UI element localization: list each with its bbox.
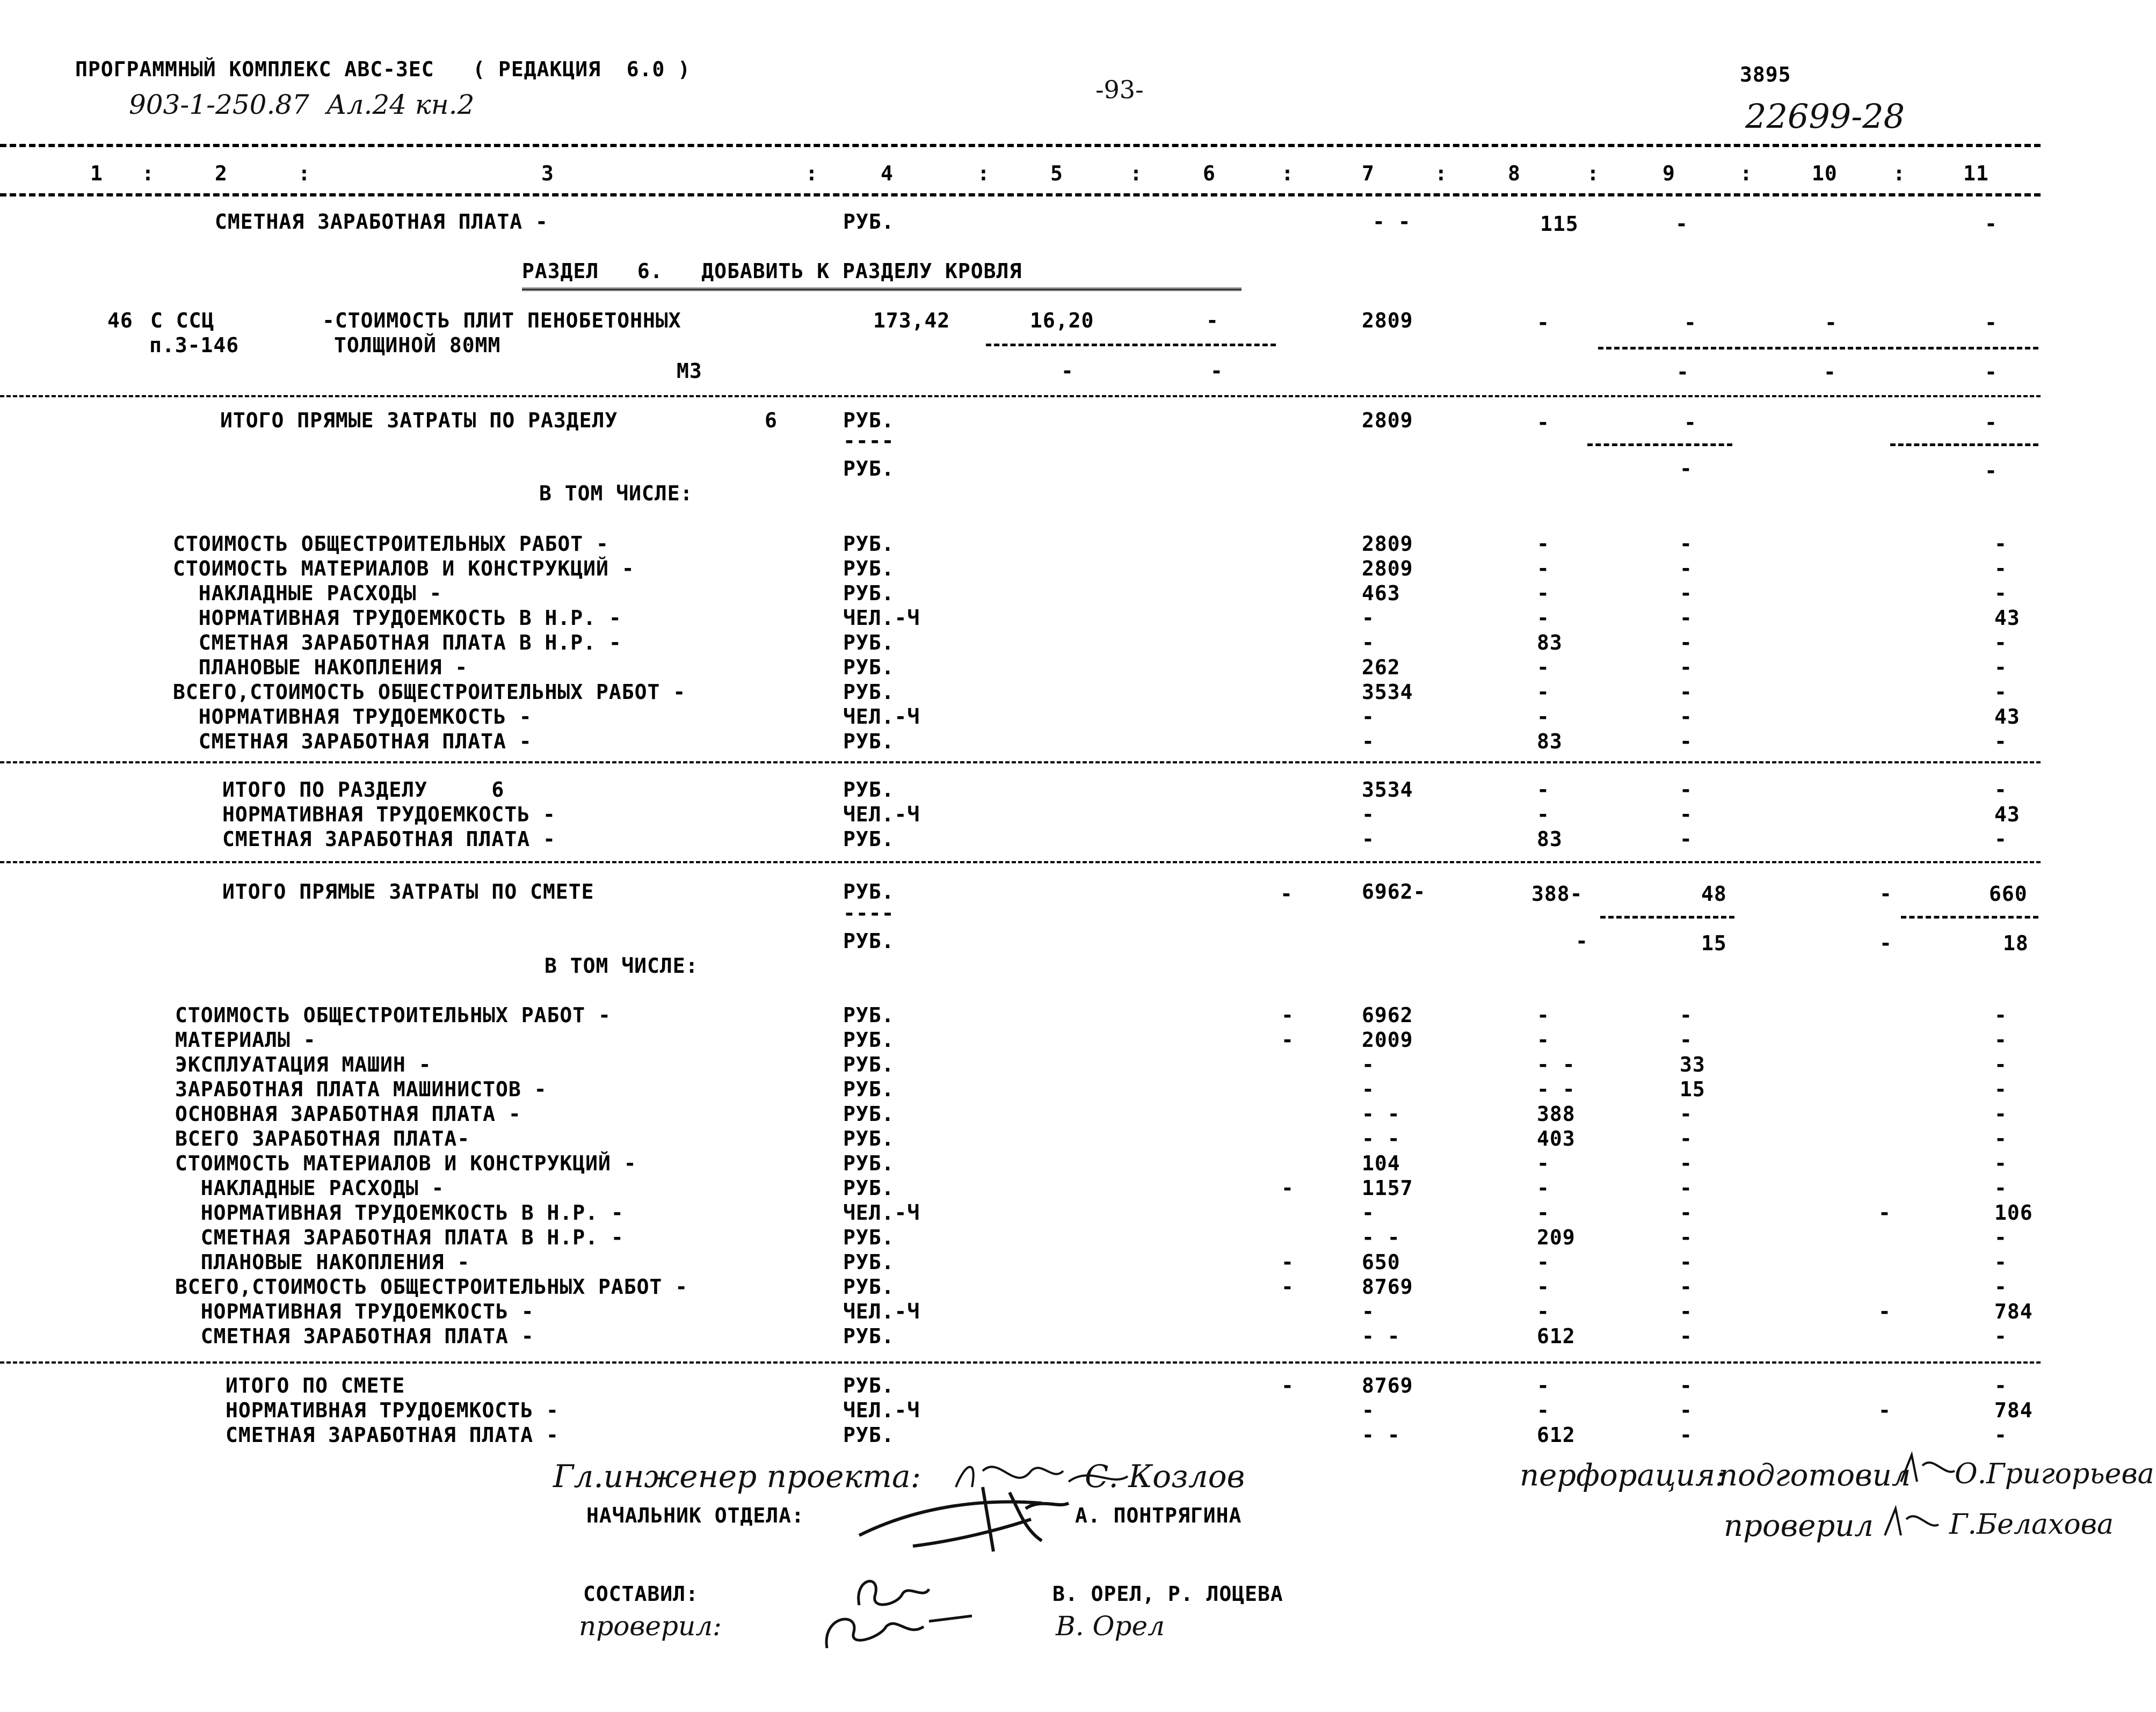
top-separator	[0, 144, 2041, 147]
cell-c9: -	[1680, 1102, 1693, 1126]
col-num: 1	[90, 162, 103, 185]
cell-c11: -	[1994, 730, 2007, 753]
cell-c11b: 18	[2003, 931, 2029, 955]
cell-c11: 784	[1994, 1398, 2033, 1422]
cell-c11: -	[1994, 557, 2007, 580]
cell-c8: 83	[1537, 730, 1563, 753]
row-unit: РУБ.	[843, 457, 895, 480]
cell-c6: -	[1206, 309, 1219, 332]
cell-c7: 463	[1362, 581, 1400, 605]
cell-c7: 3534	[1362, 778, 1413, 802]
row-unit: РУБ.	[843, 1250, 895, 1274]
cell-c11: -	[1994, 581, 2007, 605]
cell-c9: -	[1680, 1127, 1693, 1150]
row-label: НОРМАТИВНАЯ ТРУДОЕМКОСТЬ -	[175, 1300, 534, 1323]
chief-engineer-label: Гл.инженер проекта:	[553, 1458, 921, 1495]
cell-c9: -	[1680, 680, 1693, 704]
cell-c9: -	[1680, 1324, 1693, 1348]
cell-c11: -	[1994, 680, 2007, 704]
cell-c9: -	[1680, 730, 1693, 753]
cell-c8: 403	[1537, 1127, 1576, 1150]
col-num: 11	[1963, 162, 1989, 185]
cell-c11: -	[1994, 1423, 2007, 1447]
col-sep: :	[1587, 162, 1600, 185]
cell-c9: -	[1680, 803, 1693, 826]
cell-c8: 83	[1537, 827, 1563, 851]
row-label: ИТОГО ПО СМЕТЕ	[226, 1374, 405, 1397]
cell-c5: 16,20	[1030, 309, 1094, 332]
cell-c9: -	[1684, 311, 1697, 334]
cell-c7: 2809	[1362, 409, 1413, 432]
signature-image	[1896, 1449, 1960, 1492]
row-label: СМЕТНАЯ ЗАРАБОТНАЯ ПЛАТА -	[215, 210, 548, 234]
cell-c11: -	[1994, 1275, 2007, 1299]
row-unit: РУБ.	[843, 880, 895, 904]
cell-c7: -	[1362, 803, 1375, 826]
row-label: СТОИМОСТЬ МАТЕРИАЛОВ И КОНСТРУКЦИЙ -	[173, 557, 635, 580]
cell-c7: - -	[1373, 210, 1411, 234]
cell-c6b: -	[1210, 359, 1223, 383]
cell-c8: - -	[1537, 1053, 1576, 1076]
row-label: СМЕТНАЯ ЗАРАБОТНАЯ ПЛАТА -	[226, 1423, 559, 1447]
cell-c8: -	[1537, 532, 1550, 556]
row-label: НОРМАТИВНАЯ ТРУДОЕМКОСТЬ В Н.Р. -	[175, 1201, 624, 1225]
row-label: СМЕТНАЯ ЗАРАБОТНАЯ ПЛАТА -	[173, 730, 532, 753]
row-unit: РУБ.	[843, 532, 895, 556]
compiled-names: В. ОРЕЛ, Р. ЛОЦЕВА	[1052, 1582, 1283, 1606]
cell-c9: -	[1680, 1152, 1693, 1175]
row-unit: ЧЕЛ.-Ч	[843, 1300, 920, 1323]
cell-c9: -	[1680, 1176, 1693, 1200]
cell-c8: -	[1537, 557, 1550, 580]
row-unit: РУБ.	[843, 680, 895, 704]
cell-c11: -	[1994, 631, 2007, 654]
cell-c8: -	[1537, 778, 1550, 802]
cell-c7: - -	[1362, 1423, 1400, 1447]
row-label: ИТОГО ПО РАЗДЕЛУ 6	[222, 778, 505, 802]
including-label: В ТОМ ЧИСЛЕ:	[539, 482, 693, 505]
cell-c9: -	[1680, 1423, 1693, 1447]
cell-c6: -	[1281, 1374, 1294, 1397]
row-unit: РУБ.	[843, 1077, 895, 1101]
col-num: 7	[1362, 162, 1375, 185]
row-separator	[0, 761, 2041, 763]
row-label: ВСЕГО ЗАРАБОТНАЯ ПЛАТА-	[175, 1127, 470, 1150]
cell-c11: -	[1994, 1374, 2007, 1397]
row-label: ЗАРАБОТНАЯ ПЛАТА МАШИНИСТОВ -	[175, 1077, 547, 1101]
cell-c7: -	[1362, 1201, 1375, 1225]
cell-c8: -	[1537, 581, 1550, 605]
row-label: НОРМАТИВНАЯ ТРУДОЕМКОСТЬ -	[222, 803, 556, 826]
col-num: 6	[1203, 162, 1216, 185]
cell-c7: 6962-	[1362, 880, 1426, 904]
row-unit: РУБ.	[843, 1374, 895, 1397]
row-unit: РУБ.	[843, 929, 895, 953]
row-label: ИТОГО ПРЯМЫЕ ЗАТРАТЫ ПО СМЕТЕ	[222, 880, 594, 904]
dept-head-label: НАЧАЛЬНИК ОТДЕЛА:	[586, 1504, 804, 1527]
cell-c8: 83	[1537, 631, 1563, 654]
cell-c11: -	[1994, 655, 2007, 679]
page-number: -93-	[1095, 75, 1144, 104]
row-unit: РУБ.	[843, 1127, 895, 1150]
row-label: ВСЕГО,СТОИМОСТЬ ОБЩЕСТРОИТЕЛЬНЫХ РАБОТ -	[175, 1275, 688, 1299]
cell-c9: -	[1684, 411, 1697, 434]
col-sep: :	[1893, 162, 1906, 185]
subtotal-dashes	[1890, 443, 2038, 446]
checked-name-right: Г.Белахова	[1949, 1509, 2114, 1541]
cell-c9: -	[1680, 705, 1693, 728]
cell-c4: 173,42	[873, 309, 950, 332]
cell-c7: - -	[1362, 1226, 1400, 1249]
row-label: СМЕТНАЯ ЗАРАБОТНАЯ ПЛАТА -	[222, 827, 556, 851]
item-unit: М3	[677, 359, 702, 383]
cell-c11: -	[1994, 532, 2007, 556]
cell-c11: -	[1994, 1176, 2007, 1200]
section-underline	[522, 288, 1242, 291]
section-title: РАЗДЕЛ 6. ДОБАВИТЬ К РАЗДЕЛУ КРОВЛЯ	[522, 259, 1022, 283]
signature-image	[1879, 1503, 1944, 1546]
sheet-number: 3895	[1740, 63, 1791, 86]
cell-c11: -	[1994, 827, 2007, 851]
cell-c9: -	[1680, 655, 1693, 679]
row-unit: РУБ.	[843, 1102, 895, 1126]
cell-c9: -	[1680, 631, 1693, 654]
cell-c11: -	[1994, 1003, 2007, 1027]
cell-c6: -	[1281, 1028, 1294, 1052]
cell-c10b: -	[1824, 360, 1836, 384]
cell-c8: -	[1537, 606, 1550, 630]
row-label: ПЛАНОВЫЕ НАКОПЛЕНИЯ -	[175, 1250, 470, 1274]
cell-c5b: -	[1061, 359, 1074, 383]
cell-c8: 612	[1537, 1423, 1576, 1447]
cell-c9: 33	[1680, 1053, 1705, 1076]
row-unit: ЧЕЛ.-Ч	[843, 803, 920, 826]
cell-c9: -	[1680, 1374, 1693, 1397]
row-unit: РУБ.	[843, 557, 895, 580]
checked-label: проверил:	[579, 1611, 722, 1642]
cell-c8: 388	[1537, 1102, 1576, 1126]
subtotal-dashes	[986, 344, 1276, 346]
cell-c11: 784	[1994, 1300, 2033, 1323]
row-label: СМЕТНАЯ ЗАРАБОТНАЯ ПЛАТА В Н.Р. -	[175, 1226, 624, 1249]
cell-c7: 2809	[1362, 309, 1413, 332]
cell-c7: - -	[1362, 1127, 1400, 1150]
chief-engineer-name: С. Козлов	[1085, 1458, 1245, 1495]
row-unit: РУБ.	[843, 1003, 895, 1027]
cell-c8: -	[1537, 1176, 1550, 1200]
cell-c7: 8769	[1362, 1275, 1413, 1299]
cell-c8: -	[1537, 1028, 1550, 1052]
cell-c11b: -	[1985, 360, 1998, 384]
cell-c11: -	[1994, 1226, 2007, 1249]
cell-c7: 104	[1362, 1152, 1400, 1175]
row-label: НОРМАТИВНАЯ ТРУДОЕМКОСТЬ -	[173, 705, 532, 728]
row-unit: РУБ.	[843, 409, 895, 432]
header-separator	[0, 193, 2041, 196]
row-unit: РУБ.	[843, 827, 895, 851]
cell-c7: - -	[1362, 1324, 1400, 1348]
checked-name: В. Орел	[1056, 1611, 1165, 1642]
cell-c11: 660	[1989, 882, 2028, 906]
cell-c11: -	[1994, 1127, 2007, 1150]
cell-c9: -	[1680, 606, 1693, 630]
row-label: НОРМАТИВНАЯ ТРУДОЕМКОСТЬ В Н.Р. -	[173, 606, 622, 630]
cell-c9: -	[1680, 581, 1693, 605]
cell-c10: -	[1825, 311, 1838, 334]
cell-c9: 48	[1701, 882, 1727, 906]
cell-c11: -	[1994, 1250, 2007, 1274]
cell-c7: 262	[1362, 655, 1400, 679]
cell-c9: -	[1680, 1300, 1693, 1323]
cell-c11: -	[1994, 1028, 2007, 1052]
cell-c6: -	[1281, 1176, 1294, 1200]
cell-c10: -	[1878, 1300, 1891, 1323]
cell-c7: -	[1362, 606, 1375, 630]
cell-c8: -	[1537, 1300, 1550, 1323]
cell-c8: -	[1537, 803, 1550, 826]
cell-c11: -	[1985, 311, 1998, 334]
cell-c9: -	[1680, 532, 1693, 556]
cell-c10: -	[1879, 882, 1892, 906]
cell-c7: 1157	[1362, 1176, 1413, 1200]
cell-c7: 650	[1362, 1250, 1400, 1274]
cell-c11: 106	[1994, 1201, 2033, 1225]
col-sep: :	[977, 162, 990, 185]
cell-c8: - -	[1537, 1077, 1576, 1101]
cell-c10: -	[1878, 1201, 1891, 1225]
including-label: В ТОМ ЧИСЛЕ:	[545, 954, 699, 978]
cell-c8: -	[1537, 1201, 1550, 1225]
section-number: 6	[765, 409, 778, 432]
cell-c7: - -	[1362, 1102, 1400, 1126]
col-sep: :	[1130, 162, 1143, 185]
cell-c9: -	[1675, 212, 1688, 236]
subtotal-dashes	[1598, 347, 2038, 349]
cell-c9: -	[1680, 1398, 1693, 1422]
cell-c8: -	[1537, 1152, 1550, 1175]
cell-c7: 8769	[1362, 1374, 1413, 1397]
cell-c11: 43	[1994, 705, 2020, 728]
row-label: СМЕТНАЯ ЗАРАБОТНАЯ ПЛАТА В Н.Р. -	[173, 631, 622, 654]
cell-c9: -	[1680, 1226, 1693, 1249]
cell-c6: -	[1281, 1275, 1294, 1299]
cell-c11: -	[1985, 411, 1998, 434]
row-label: СТОИМОСТЬ ОБЩЕСТРОИТЕЛЬНЫХ РАБОТ -	[173, 532, 609, 556]
cell-c10: -	[1878, 1398, 1891, 1422]
cell-c8: -	[1537, 1374, 1550, 1397]
cell-c6: -	[1281, 1003, 1294, 1027]
cell-c11: -	[1994, 1053, 2007, 1076]
row-unit: РУБ.	[843, 1275, 895, 1299]
cell-c7: -	[1362, 730, 1375, 753]
cell-c7: 2009	[1362, 1028, 1413, 1052]
row-unit: РУБ.	[843, 655, 895, 679]
row-label: ИТОГО ПРЯМЫЕ ЗАТРАТЫ ПО РАЗДЕЛУ	[220, 409, 618, 432]
cell-c7: -	[1362, 1398, 1375, 1422]
row-label: СМЕТНАЯ ЗАРАБОТНАЯ ПЛАТА -	[175, 1324, 534, 1348]
col-num: 3	[541, 162, 554, 185]
col-sep: :	[142, 162, 155, 185]
col-num: 2	[215, 162, 228, 185]
row-label: ЭКСПЛУАТАЦИЯ МАШИН -	[175, 1053, 432, 1076]
cell-c9: 15	[1680, 1077, 1705, 1101]
row-unit-line: ----	[843, 901, 895, 925]
cell-c8: -	[1537, 1250, 1550, 1274]
row-label: МАТЕРИАЛЫ -	[175, 1028, 316, 1052]
row-separator	[0, 1361, 2041, 1364]
cell-c8: 209	[1537, 1226, 1576, 1249]
row-label: НАКЛАДНЫЕ РАСХОДЫ -	[175, 1176, 445, 1200]
program-header: ПРОГРАММНЫЙ КОМПЛЕКС АВС-3ЕС ( РЕДАКЦИЯ 6.0 )	[75, 57, 691, 81]
cell-c8: 115	[1540, 212, 1579, 236]
cell-c11: 43	[1994, 606, 2020, 630]
item-code-ref: п.3-146	[149, 333, 239, 357]
row-unit: ЧЕЛ.-Ч	[843, 705, 920, 728]
cell-c11: -	[1994, 1102, 2007, 1126]
row-label: СТОИМОСТЬ ОБЩЕСТРОИТЕЛЬНЫХ РАБОТ -	[175, 1003, 611, 1027]
cell-c11: -	[1985, 212, 1998, 236]
row-unit: РУБ.	[843, 631, 895, 654]
cell-c8: -	[1537, 680, 1550, 704]
row-unit: РУБ.	[843, 210, 895, 234]
col-sep: :	[805, 162, 818, 185]
perforation-label: перфорация:	[1520, 1458, 1725, 1493]
cell-c7: -	[1362, 827, 1375, 851]
cell-c9b: -	[1680, 457, 1693, 480]
row-unit: РУБ.	[843, 581, 895, 605]
row-unit-line: ----	[843, 429, 895, 453]
cell-c11: -	[1994, 1152, 2007, 1175]
cell-c8b: -	[1576, 929, 1588, 953]
cell-c7: -	[1362, 1053, 1375, 1076]
prepared-label: подготовил	[1718, 1458, 1911, 1493]
compiled-label: СОСТАВИЛ:	[583, 1582, 699, 1606]
cell-c9: -	[1680, 1275, 1693, 1299]
signature-image	[816, 1605, 977, 1659]
cell-c8: -	[1537, 1275, 1550, 1299]
row-separator	[0, 861, 2041, 863]
doc-reference: 22699-28	[1745, 97, 1905, 136]
cell-c9: -	[1680, 557, 1693, 580]
cell-c10b: -	[1879, 931, 1892, 955]
cell-c11: -	[1994, 1324, 2007, 1348]
cell-c8: 388-	[1531, 882, 1583, 906]
dept-head-name: А. ПОНТРЯГИНА	[1075, 1504, 1242, 1527]
cell-c7: -	[1362, 705, 1375, 728]
cell-c9: -	[1680, 827, 1693, 851]
col-num: 4	[881, 162, 894, 185]
row-unit: ЧЕЛ.-Ч	[843, 1201, 920, 1225]
cell-c8: -	[1537, 311, 1550, 334]
col-sep: :	[1281, 162, 1294, 185]
cell-c8: -	[1537, 655, 1550, 679]
item-code: С ССЦ	[150, 309, 215, 332]
row-unit: ЧЕЛ.-Ч	[843, 606, 920, 630]
item-description-2: ТОЛЩИНОЙ 80ММ	[334, 333, 501, 357]
cell-c9b: 15	[1701, 931, 1727, 955]
row-separator	[0, 395, 2041, 397]
row-unit: РУБ.	[843, 1028, 895, 1052]
cell-c7: 2809	[1362, 557, 1413, 580]
row-label: СТОИМОСТЬ МАТЕРИАЛОВ И КОНСТРУКЦИЙ -	[175, 1152, 637, 1175]
cell-c7: 6962	[1362, 1003, 1413, 1027]
row-unit: РУБ.	[843, 1423, 895, 1447]
subtotal-dashes	[1587, 443, 1732, 446]
col-sep: :	[298, 162, 311, 185]
doc-code: 903-1-250.87 Ал.24 кн.2	[129, 89, 475, 120]
row-label: ВСЕГО,СТОИМОСТЬ ОБЩЕСТРОИТЕЛЬНЫХ РАБОТ -	[173, 680, 686, 704]
cell-c8: -	[1537, 705, 1550, 728]
cell-c11: -	[1994, 1077, 2007, 1101]
cell-c9: -	[1680, 1250, 1693, 1274]
cell-c7: -	[1362, 1077, 1375, 1101]
row-unit: РУБ.	[843, 1324, 895, 1348]
row-unit: РУБ.	[843, 1053, 895, 1076]
cell-c7: 2809	[1362, 532, 1413, 556]
cell-c8: -	[1537, 1398, 1550, 1422]
row-unit: РУБ.	[843, 1152, 895, 1175]
col-num: 8	[1508, 162, 1521, 185]
cell-c9: -	[1680, 778, 1693, 802]
col-num: 9	[1663, 162, 1675, 185]
col-num: 5	[1050, 162, 1063, 185]
row-label: ОСНОВНАЯ ЗАРАБОТНАЯ ПЛАТА -	[175, 1102, 521, 1126]
cell-c7: 3534	[1362, 680, 1413, 704]
row-unit: РУБ.	[843, 778, 895, 802]
row-label: НОРМАТИВНАЯ ТРУДОЕМКОСТЬ -	[226, 1398, 559, 1422]
row-unit: РУБ.	[843, 730, 895, 753]
cell-c9: -	[1680, 1003, 1693, 1027]
cell-c9: -	[1680, 1201, 1693, 1225]
subtotal-dashes	[1600, 916, 1734, 919]
cell-c11b: -	[1985, 459, 1998, 483]
col-num: 10	[1812, 162, 1838, 185]
cell-c11: 43	[1994, 803, 2020, 826]
cell-c6: -	[1280, 882, 1293, 906]
checked-label-right: проверил	[1724, 1509, 1874, 1543]
col-sep: :	[1435, 162, 1448, 185]
cell-c8: -	[1537, 411, 1550, 434]
row-label: НАКЛАДНЫЕ РАСХОДЫ -	[173, 581, 442, 605]
subtotal-dashes	[1901, 916, 2038, 919]
signature-image	[848, 1476, 1085, 1557]
prepared-name: О.Григорьева	[1955, 1458, 2154, 1490]
col-sep: :	[1740, 162, 1753, 185]
cell-c6: -	[1281, 1250, 1294, 1274]
cell-c7: -	[1362, 1300, 1375, 1323]
cell-c8: 612	[1537, 1324, 1576, 1348]
cell-c7: -	[1362, 631, 1375, 654]
row-unit: РУБ.	[843, 1176, 895, 1200]
cell-c9b: -	[1676, 360, 1689, 384]
row-unit: ЧЕЛ.-Ч	[843, 1398, 920, 1422]
row-label: ПЛАНОВЫЕ НАКОПЛЕНИЯ -	[173, 655, 468, 679]
item-description: -СТОИМОСТЬ ПЛИТ ПЕНОБЕТОННЫХ	[322, 309, 681, 332]
row-unit: РУБ.	[843, 1226, 895, 1249]
cell-c9: -	[1680, 1028, 1693, 1052]
cell-c11: -	[1994, 778, 2007, 802]
item-number: 46	[107, 309, 133, 332]
cell-c8: -	[1537, 1003, 1550, 1027]
